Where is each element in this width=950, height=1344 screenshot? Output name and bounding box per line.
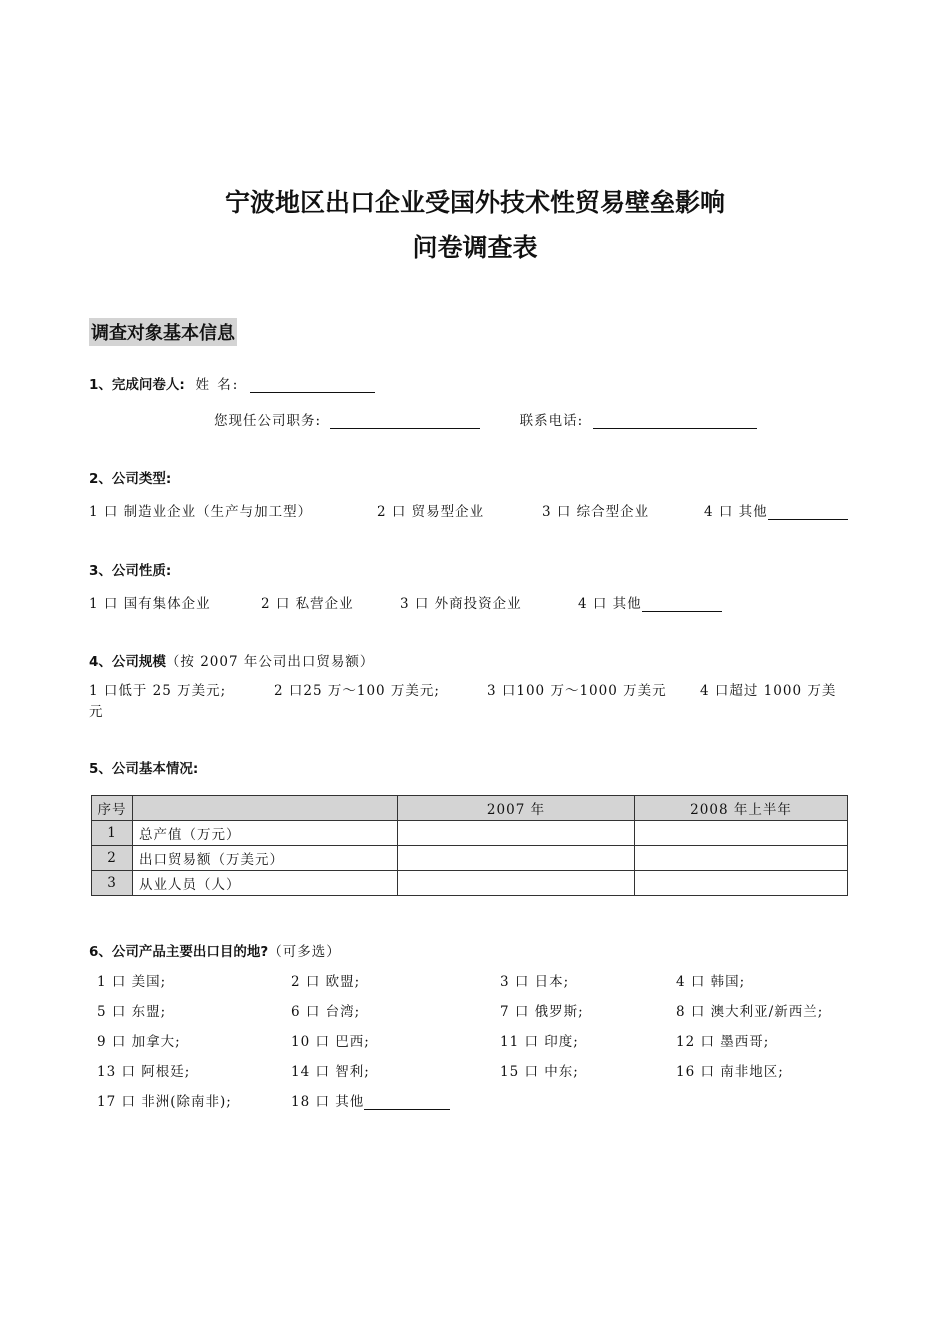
q4-option-4-wrap: 元 [89,704,104,720]
document-subtitle: 问卷调查表 [412,233,538,262]
q1-label: 1、完成问卷人: [89,377,185,393]
q2-label: 2、公司类型: [89,471,172,487]
cell-2008h1[interactable] [635,846,848,871]
table-row [92,821,848,846]
position-field[interactable] [330,414,480,429]
q3-label: 3、公司性质: [89,563,172,579]
position-label: 您现任公司职务: [214,413,322,429]
dest-option-11[interactable]: 11 口 印度; [500,1034,579,1050]
cell-2008h1[interactable] [635,821,848,846]
dest-option-1[interactable]: 1 口 美国; [97,974,167,990]
row-item: 从业人员（人） [133,871,398,896]
q2-option-2[interactable]: 2 口 贸易型企业 [377,504,485,520]
dest-option-18-label: 18 口 其他 [291,1094,365,1110]
dest-option-15[interactable]: 15 口 中东; [500,1064,579,1080]
dest-option-10[interactable]: 10 口 巴西; [291,1034,370,1050]
row-item: 总产值（万元） [133,821,398,846]
dest-option-4[interactable]: 4 口 韩国; [676,974,746,990]
dest-option-18[interactable] [291,1090,450,1110]
name-label: 姓 名: [195,377,240,393]
header-index: 序号 [92,796,133,821]
header-2008h1: 2008 年上半年 [635,796,848,821]
dest-option-8[interactable]: 8 口 澳大利亚/新西兰; [676,1004,824,1020]
q3-option-3[interactable]: 3 口 外商投资企业 [400,596,522,612]
cell-2008h1[interactable] [635,871,848,896]
cell-2007[interactable] [398,821,635,846]
table-header-row [92,796,848,821]
q6-row [89,940,341,960]
table-row [92,871,848,896]
q2-other-field[interactable] [768,505,848,520]
dest-option-17[interactable]: 17 口 非洲(除南非); [97,1094,232,1110]
dest-option-12[interactable]: 12 口 墨西哥; [676,1034,770,1050]
table-row [92,846,848,871]
phone-field[interactable] [593,414,757,429]
q4-option-2[interactable]: 2 口25 万～100 万美元; [274,683,440,699]
q4-label: 4、公司规模 [89,654,166,670]
dest-option-7[interactable]: 7 口 俄罗斯; [500,1004,584,1020]
dest-option-2[interactable]: 2 口 欧盟; [291,974,361,990]
q4-option-4[interactable]: 4 口超过 1000 万美 [700,683,837,699]
name-field[interactable] [250,378,375,393]
dest-option-16[interactable]: 16 口 南非地区; [676,1064,784,1080]
q4-note: （按 2007 年公司出口贸易额） [165,654,375,670]
cell-2007[interactable] [398,871,635,896]
row-index: 3 [92,871,133,896]
row-index: 2 [92,846,133,871]
dest-other-field[interactable] [364,1095,450,1110]
q4-row [89,650,374,670]
q1-row [89,373,375,393]
q2-option-4-label: 4 口 其他 [704,504,768,520]
q3-option-2[interactable]: 2 口 私营企业 [261,596,354,612]
q6-label: 6、公司产品主要出口目的地? [89,944,269,960]
dest-option-3[interactable]: 3 口 日本; [500,974,570,990]
dest-option-9[interactable]: 9 口 加拿大; [97,1034,181,1050]
company-info-table [91,795,848,896]
dest-option-6[interactable]: 6 口 台湾; [291,1004,361,1020]
q2-option-4[interactable] [704,500,848,520]
q3-other-field[interactable] [642,597,722,612]
dest-option-5[interactable]: 5 口 东盟; [97,1004,167,1020]
q5-label: 5、公司基本情况: [89,761,199,777]
phone-label: 联系电话: [519,413,584,429]
q3-option-1[interactable]: 1 口 国有集体企业 [89,596,211,612]
document-title: 宁波地区出口企业受国外技术性贸易壁垒影响 [224,188,725,217]
row-index: 1 [92,821,133,846]
header-item [133,796,398,821]
header-2007: 2007 年 [398,796,635,821]
q4-option-1[interactable]: 1 口低于 25 万美元; [89,683,227,699]
q3-option-4-label: 4 口 其他 [578,596,642,612]
q4-option-3[interactable]: 3 口100 万～1000 万美元 [487,683,667,699]
q6-note: （可多选） [268,944,341,960]
q2-option-3[interactable]: 3 口 综合型企业 [542,504,650,520]
q2-option-1[interactable]: 1 口 制造业企业（生产与加工型） [89,504,313,520]
cell-2007[interactable] [398,846,635,871]
row-item: 出口贸易额（万美元） [133,846,398,871]
section-heading: 调查对象基本信息 [89,318,237,346]
dest-option-14[interactable]: 14 口 智利; [291,1064,370,1080]
q3-option-4[interactable] [578,592,722,612]
dest-option-13[interactable]: 13 口 阿根廷; [97,1064,191,1080]
q1-row-2 [214,409,757,429]
